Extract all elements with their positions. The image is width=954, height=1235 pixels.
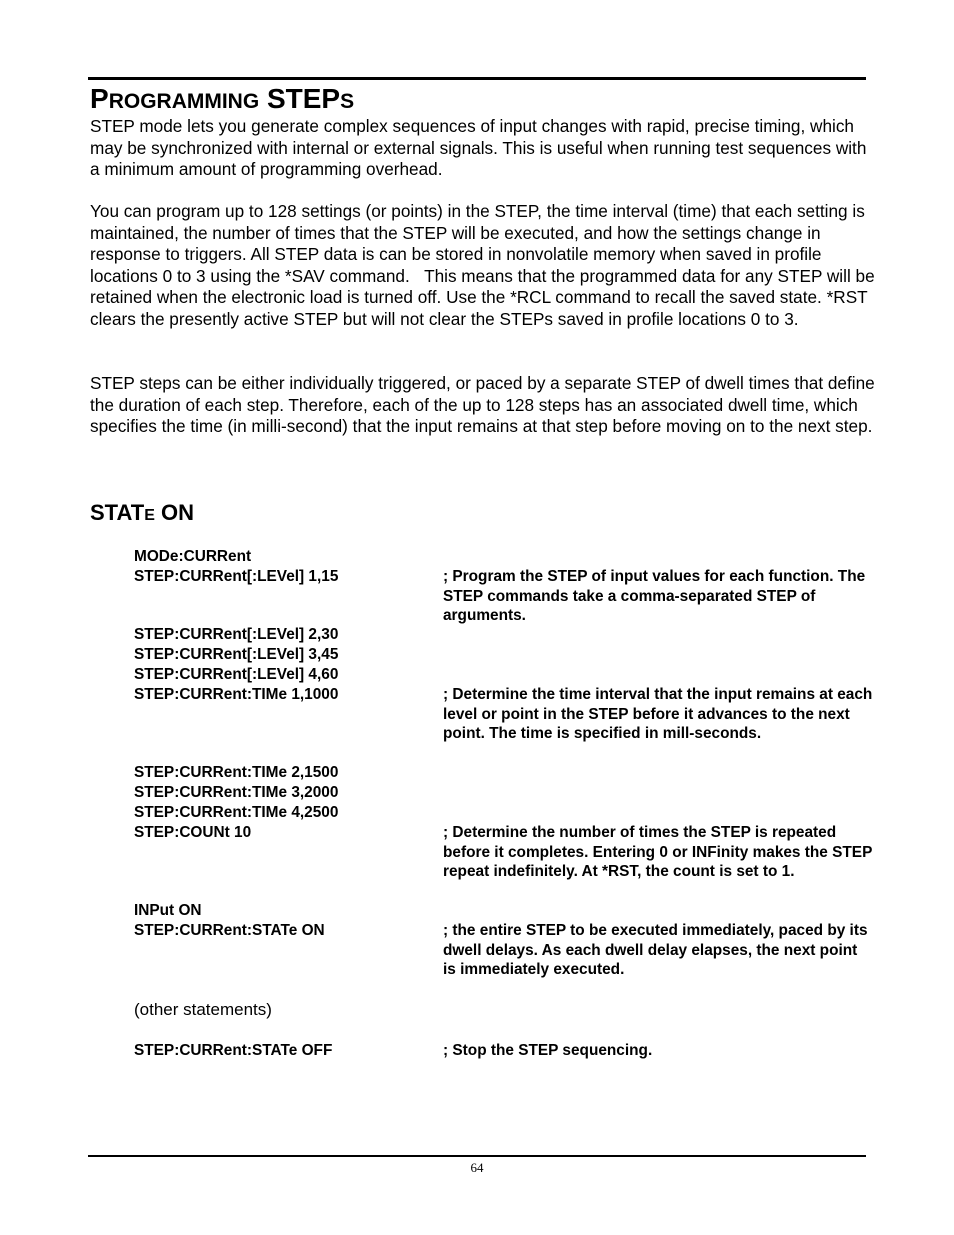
settings-paragraph: You can program up to 128 settings (or points) in the STEP, the time interval (time) that each setting is maintained, the number of times that the STEP will be executed, and how the settings change in response to triggers. All STEP data is can be stored in nonvolatile memory when saved in profile locations 0 to 3 using the *SAV command. This means that the programmed data for any STEP will be retained when the electronic load is turned off. Use the *RCL command to recall the saved state. *RST clears the presently active STEP but will not clear the STEPs saved in profile locations 0 to 3.	[90, 201, 875, 329]
command-line: STEP:CURRent:TIMe 1,1000	[134, 686, 339, 703]
command-line: MODe:CURRent	[134, 548, 252, 565]
command-line: STEP:CURRent:TIMe 4,2500	[134, 804, 339, 821]
command-comment: ; Stop the STEP sequencing.	[443, 1042, 653, 1059]
page-number: 64	[470, 1160, 484, 1175]
command-comment: ; Determine the time interval that the input remains at each level or point in the STEP before it advances to the next point. The time is specified in mill-seconds.	[443, 686, 873, 743]
command-comment: ; Determine the number of times the STEP is repeated before it completes. Entering 0 or INFinity makes the STEP repeat indefinitely. At *RST, the count is set to 1.	[443, 824, 873, 881]
command-line: (other statements)	[134, 1000, 272, 1019]
section-heading: PROGRAMMING STEPS	[90, 83, 355, 114]
intro-paragraph: STEP mode lets you generate complex sequences of input changes with rapid, precise timing, which may be synchronized with internal or external signals. This is useful when running test sequences with a minimum amount of programming overhead.	[90, 116, 867, 179]
bottom-rule	[88, 1155, 866, 1157]
command-line: STEP:CURRent:STATe ON	[134, 922, 325, 939]
command-line: STEP:CURRent[:LEVel] 3,45	[134, 646, 339, 663]
command-line: STEP:CURRent:TIMe 2,1500	[134, 764, 339, 781]
command-line: STEP:CURRent[:LEVel] 2,30	[134, 626, 339, 643]
command-line: STEP:CURRent[:LEVel] 4,60	[134, 666, 339, 683]
command-line: STEP:CURRent:TIMe 3,2000	[134, 784, 339, 801]
command-line: STEP:CURRent[:LEVel] 1,15	[134, 568, 339, 585]
command-comment: ; the entire STEP to be executed immediately, paced by its dwell delays. As each dwell delay elapses, the next point is immediately executed.	[443, 922, 868, 979]
command-line: STEP:COUNt 10	[134, 824, 252, 841]
top-rule	[88, 77, 866, 80]
triggering-paragraph: STEP steps can be either individually triggered, or paced by a separate STEP of dwell times that define the duration of each step. Therefore, each of the up to 128 steps has an associated dwell time, which specifies the time (in milli-second) that the input remains at that step before moving on to the next step.	[90, 373, 875, 436]
subsection-heading: STATE ON	[90, 500, 194, 525]
command-line: INPut ON	[134, 902, 202, 919]
command-comment: ; Program the STEP of input values for each function. The STEP commands take a comma-separated STEP of arguments.	[443, 568, 866, 625]
command-line: STEP:CURRent:STATe OFF	[134, 1042, 333, 1059]
